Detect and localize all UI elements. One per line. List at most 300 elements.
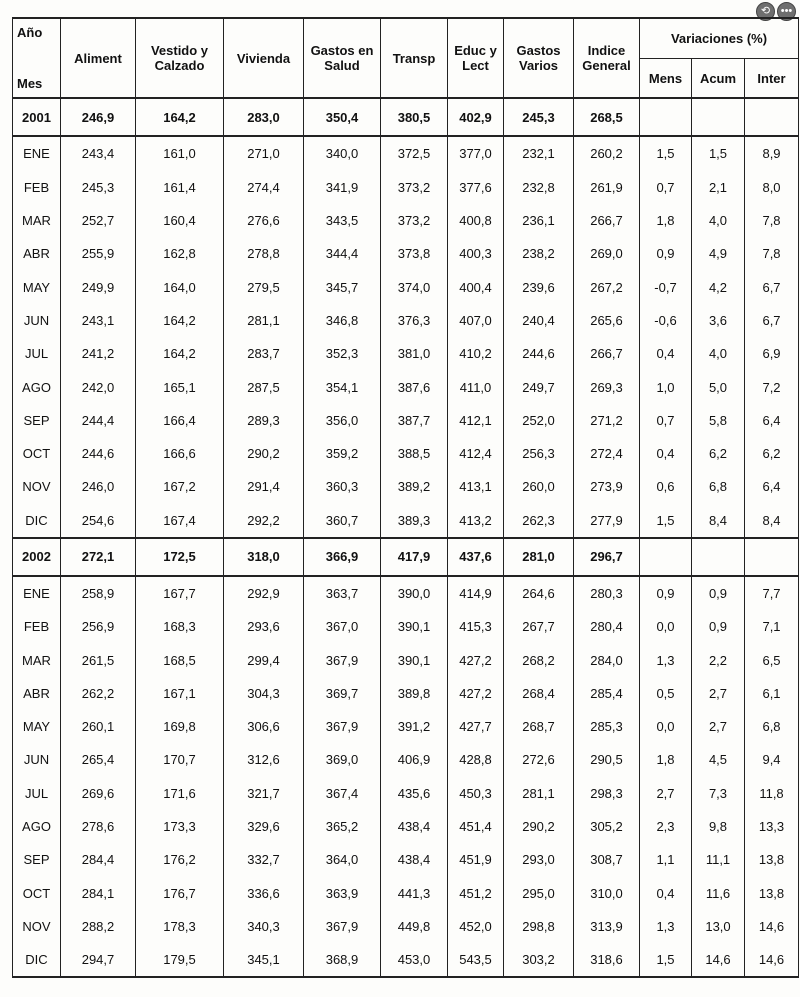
- value-cell: 173,3: [136, 810, 224, 843]
- value-cell: 427,2: [448, 677, 504, 710]
- year-cell: 2002: [13, 538, 61, 576]
- value-cell: 318,6: [574, 943, 640, 977]
- variation-cell: 1,1: [640, 843, 692, 876]
- value-cell: 290,5: [574, 743, 640, 776]
- header-vivienda: Vivienda: [224, 18, 304, 98]
- value-cell: 272,4: [574, 437, 640, 470]
- header-educ: Educ y Lect: [448, 18, 504, 98]
- value-cell: 161,4: [136, 171, 224, 204]
- value-cell: 284,1: [61, 877, 136, 910]
- value-cell: 256,9: [61, 610, 136, 643]
- value-cell: 243,4: [61, 136, 136, 170]
- value-cell: 255,9: [61, 237, 136, 270]
- value-cell: 298,8: [504, 910, 574, 943]
- month-cell: ENE: [13, 136, 61, 170]
- table-row: [13, 710, 799, 743]
- value-cell: 336,6: [224, 877, 304, 910]
- year-total-cell: 366,9: [304, 538, 381, 576]
- value-cell: 267,2: [574, 270, 640, 303]
- value-cell: 410,2: [448, 337, 504, 370]
- value-cell: 289,3: [224, 404, 304, 437]
- value-cell: 171,6: [136, 777, 224, 810]
- variation-cell: 0,5: [640, 677, 692, 710]
- value-cell: 169,8: [136, 710, 224, 743]
- value-cell: 260,1: [61, 710, 136, 743]
- value-cell: 303,2: [504, 943, 574, 977]
- value-cell: 390,0: [381, 576, 448, 610]
- value-cell: 367,0: [304, 610, 381, 643]
- variation-cell: 14,6: [692, 943, 745, 977]
- variation-cell: 0,9: [692, 576, 745, 610]
- value-cell: 167,2: [136, 470, 224, 503]
- month-cell: SEP: [13, 404, 61, 437]
- price-index-table: [12, 17, 799, 978]
- variation-cell: 6,1: [745, 677, 799, 710]
- value-cell: 363,7: [304, 576, 381, 610]
- variation-cell: 4,0: [692, 337, 745, 370]
- value-cell: 242,0: [61, 370, 136, 403]
- value-cell: 376,3: [381, 304, 448, 337]
- value-cell: 411,0: [448, 370, 504, 403]
- value-cell: 332,7: [224, 843, 304, 876]
- value-cell: 284,0: [574, 643, 640, 676]
- value-cell: 414,9: [448, 576, 504, 610]
- value-cell: 254,6: [61, 504, 136, 538]
- value-cell: 160,4: [136, 204, 224, 237]
- value-cell: 390,1: [381, 610, 448, 643]
- value-cell: 268,7: [504, 710, 574, 743]
- header-vestido: Vestido y Calzado: [136, 18, 224, 98]
- header-mens: Mens: [640, 58, 692, 98]
- value-cell: 280,3: [574, 576, 640, 610]
- month-cell: FEB: [13, 171, 61, 204]
- variation-cell: 13,0: [692, 910, 745, 943]
- month-cell: MAY: [13, 270, 61, 303]
- value-cell: 452,0: [448, 910, 504, 943]
- variation-cell: 6,8: [692, 470, 745, 503]
- value-cell: 277,9: [574, 504, 640, 538]
- year-total-cell: 402,9: [448, 98, 504, 136]
- variation-cell: 0,4: [640, 437, 692, 470]
- value-cell: 265,6: [574, 304, 640, 337]
- table-row: [13, 370, 799, 403]
- value-cell: 427,2: [448, 643, 504, 676]
- value-cell: 373,8: [381, 237, 448, 270]
- header-varios: Gastos Varios: [504, 18, 574, 98]
- variation-cell: 0,4: [640, 877, 692, 910]
- value-cell: 266,7: [574, 337, 640, 370]
- value-cell: 304,3: [224, 677, 304, 710]
- value-cell: 239,6: [504, 270, 574, 303]
- variation-cell: 6,4: [745, 404, 799, 437]
- value-cell: 387,6: [381, 370, 448, 403]
- table-row: [13, 576, 799, 610]
- value-cell: 407,0: [448, 304, 504, 337]
- value-cell: 356,0: [304, 404, 381, 437]
- value-cell: 451,4: [448, 810, 504, 843]
- value-cell: 249,7: [504, 370, 574, 403]
- value-cell: 451,9: [448, 843, 504, 876]
- value-cell: 377,6: [448, 171, 504, 204]
- value-cell: 412,1: [448, 404, 504, 437]
- table-row: [13, 270, 799, 303]
- value-cell: 261,9: [574, 171, 640, 204]
- variation-cell: 4,2: [692, 270, 745, 303]
- header-acum: Acum: [692, 58, 745, 98]
- month-cell: DIC: [13, 504, 61, 538]
- value-cell: 406,9: [381, 743, 448, 776]
- value-cell: 389,8: [381, 677, 448, 710]
- value-cell: 283,7: [224, 337, 304, 370]
- value-cell: 244,4: [61, 404, 136, 437]
- variation-cell: 7,8: [745, 237, 799, 270]
- year-total-cell: 380,5: [381, 98, 448, 136]
- value-cell: 261,5: [61, 643, 136, 676]
- value-cell: 345,1: [224, 943, 304, 977]
- value-cell: 381,0: [381, 337, 448, 370]
- value-cell: 413,2: [448, 504, 504, 538]
- year-total-cell: 281,0: [504, 538, 574, 576]
- year-variation-empty-cell: [745, 538, 799, 576]
- variation-cell: 1,0: [640, 370, 692, 403]
- value-cell: 293,6: [224, 610, 304, 643]
- variation-cell: 13,8: [745, 843, 799, 876]
- value-cell: 391,2: [381, 710, 448, 743]
- value-cell: 167,7: [136, 576, 224, 610]
- variation-cell: 0,9: [692, 610, 745, 643]
- variation-cell: 11,6: [692, 877, 745, 910]
- variation-cell: 7,7: [745, 576, 799, 610]
- variation-cell: 6,2: [692, 437, 745, 470]
- month-cell: ABR: [13, 237, 61, 270]
- year-total-cell: 246,9: [61, 98, 136, 136]
- variation-cell: 4,9: [692, 237, 745, 270]
- value-cell: 543,5: [448, 943, 504, 977]
- value-cell: 298,3: [574, 777, 640, 810]
- value-cell: 305,2: [574, 810, 640, 843]
- month-cell: OCT: [13, 877, 61, 910]
- variation-cell: -0,6: [640, 304, 692, 337]
- variation-cell: 11,8: [745, 777, 799, 810]
- value-cell: 274,4: [224, 171, 304, 204]
- table-row: [13, 171, 799, 204]
- value-cell: 269,3: [574, 370, 640, 403]
- table-row: [13, 237, 799, 270]
- value-cell: 278,8: [224, 237, 304, 270]
- value-cell: 268,4: [504, 677, 574, 710]
- table-row: [13, 810, 799, 843]
- value-cell: 438,4: [381, 810, 448, 843]
- month-cell: AGO: [13, 370, 61, 403]
- value-cell: 292,2: [224, 504, 304, 538]
- variation-cell: 0,9: [640, 237, 692, 270]
- month-cell: MAR: [13, 204, 61, 237]
- value-cell: 241,2: [61, 337, 136, 370]
- value-cell: 271,0: [224, 136, 304, 170]
- header-anio: Año: [13, 18, 61, 58]
- value-cell: 363,9: [304, 877, 381, 910]
- value-cell: 269,6: [61, 777, 136, 810]
- variation-cell: 7,3: [692, 777, 745, 810]
- value-cell: 240,4: [504, 304, 574, 337]
- value-cell: 428,8: [448, 743, 504, 776]
- value-cell: 271,2: [574, 404, 640, 437]
- value-cell: 168,3: [136, 610, 224, 643]
- value-cell: 243,1: [61, 304, 136, 337]
- month-cell: AGO: [13, 810, 61, 843]
- year-total-cell: 245,3: [504, 98, 574, 136]
- value-cell: 369,0: [304, 743, 381, 776]
- value-cell: 285,3: [574, 710, 640, 743]
- value-cell: 264,6: [504, 576, 574, 610]
- header-aliment: Aliment: [61, 18, 136, 98]
- value-cell: 246,0: [61, 470, 136, 503]
- value-cell: 293,0: [504, 843, 574, 876]
- value-cell: 285,4: [574, 677, 640, 710]
- header-variaciones: Variaciones (%): [640, 18, 799, 58]
- year-total-cell: 172,5: [136, 538, 224, 576]
- variation-cell: 2,7: [640, 777, 692, 810]
- value-cell: 179,5: [136, 943, 224, 977]
- value-cell: 252,7: [61, 204, 136, 237]
- month-cell: NOV: [13, 910, 61, 943]
- value-cell: 299,4: [224, 643, 304, 676]
- value-cell: 367,9: [304, 910, 381, 943]
- value-cell: 162,8: [136, 237, 224, 270]
- variation-cell: 14,6: [745, 910, 799, 943]
- variation-cell: 2,1: [692, 171, 745, 204]
- value-cell: 245,3: [61, 171, 136, 204]
- value-cell: 268,2: [504, 643, 574, 676]
- table-row: [13, 136, 799, 170]
- variation-cell: 6,8: [745, 710, 799, 743]
- month-cell: MAY: [13, 710, 61, 743]
- variation-cell: 8,9: [745, 136, 799, 170]
- month-cell: NOV: [13, 470, 61, 503]
- value-cell: 278,6: [61, 810, 136, 843]
- value-cell: 377,0: [448, 136, 504, 170]
- value-cell: 266,7: [574, 204, 640, 237]
- value-cell: 367,9: [304, 643, 381, 676]
- variation-cell: 8,0: [745, 171, 799, 204]
- value-cell: 161,0: [136, 136, 224, 170]
- variation-cell: 13,8: [745, 877, 799, 910]
- variation-cell: 6,2: [745, 437, 799, 470]
- variation-cell: 0,6: [640, 470, 692, 503]
- table-row: [13, 470, 799, 503]
- value-cell: 343,5: [304, 204, 381, 237]
- table-row: [13, 943, 799, 977]
- month-cell: ENE: [13, 576, 61, 610]
- table-row: [13, 910, 799, 943]
- variation-cell: 9,8: [692, 810, 745, 843]
- value-cell: 165,1: [136, 370, 224, 403]
- value-cell: 272,6: [504, 743, 574, 776]
- value-cell: 345,7: [304, 270, 381, 303]
- value-cell: 281,1: [504, 777, 574, 810]
- table-row: [13, 877, 799, 910]
- variation-cell: 2,3: [640, 810, 692, 843]
- value-cell: 367,4: [304, 777, 381, 810]
- value-cell: 290,2: [224, 437, 304, 470]
- variation-cell: 2,2: [692, 643, 745, 676]
- value-cell: 232,1: [504, 136, 574, 170]
- value-cell: 341,9: [304, 171, 381, 204]
- header-inter: Inter: [745, 58, 799, 98]
- header-transp: Transp: [381, 18, 448, 98]
- year-variation-empty-cell: [692, 98, 745, 136]
- variation-cell: 6,4: [745, 470, 799, 503]
- year-total-cell: 268,5: [574, 98, 640, 136]
- value-cell: 344,4: [304, 237, 381, 270]
- value-cell: 167,4: [136, 504, 224, 538]
- month-cell: FEB: [13, 610, 61, 643]
- value-cell: 176,2: [136, 843, 224, 876]
- month-cell: JUL: [13, 777, 61, 810]
- table-row: [13, 404, 799, 437]
- variation-cell: 5,0: [692, 370, 745, 403]
- table-row: [13, 777, 799, 810]
- value-cell: 256,3: [504, 437, 574, 470]
- year-cell: 2001: [13, 98, 61, 136]
- value-cell: 360,7: [304, 504, 381, 538]
- variation-cell: 1,3: [640, 643, 692, 676]
- value-cell: 413,1: [448, 470, 504, 503]
- value-cell: 441,3: [381, 877, 448, 910]
- value-cell: 294,7: [61, 943, 136, 977]
- table-row: [13, 677, 799, 710]
- value-cell: 164,0: [136, 270, 224, 303]
- value-cell: 354,1: [304, 370, 381, 403]
- value-cell: 262,3: [504, 504, 574, 538]
- value-cell: 308,7: [574, 843, 640, 876]
- year-total-cell: 350,4: [304, 98, 381, 136]
- variation-cell: 0,0: [640, 610, 692, 643]
- header-mes: Mes: [13, 58, 61, 98]
- value-cell: 280,4: [574, 610, 640, 643]
- value-cell: 284,4: [61, 843, 136, 876]
- variation-cell: 1,8: [640, 204, 692, 237]
- value-cell: 415,3: [448, 610, 504, 643]
- value-cell: 168,5: [136, 643, 224, 676]
- value-cell: 170,7: [136, 743, 224, 776]
- year-total-cell: 296,7: [574, 538, 640, 576]
- year-total-cell: 272,1: [61, 538, 136, 576]
- variation-cell: 14,6: [745, 943, 799, 977]
- value-cell: 167,1: [136, 677, 224, 710]
- value-cell: 164,2: [136, 304, 224, 337]
- month-cell: SEP: [13, 843, 61, 876]
- value-cell: 374,0: [381, 270, 448, 303]
- header-indice: Indice General: [574, 18, 640, 98]
- value-cell: 260,0: [504, 470, 574, 503]
- variation-cell: 1,3: [640, 910, 692, 943]
- variation-cell: 6,7: [745, 270, 799, 303]
- value-cell: 265,4: [61, 743, 136, 776]
- value-cell: 368,9: [304, 943, 381, 977]
- variation-cell: 6,5: [745, 643, 799, 676]
- more-icon[interactable]: •••: [777, 2, 796, 21]
- value-cell: 306,6: [224, 710, 304, 743]
- month-cell: MAR: [13, 643, 61, 676]
- table-row: [13, 437, 799, 470]
- value-cell: 453,0: [381, 943, 448, 977]
- value-cell: 310,0: [574, 877, 640, 910]
- value-cell: 450,3: [448, 777, 504, 810]
- value-cell: 313,9: [574, 910, 640, 943]
- table-row: [13, 610, 799, 643]
- value-cell: 164,2: [136, 337, 224, 370]
- value-cell: 451,2: [448, 877, 504, 910]
- value-cell: 252,0: [504, 404, 574, 437]
- value-cell: 262,2: [61, 677, 136, 710]
- value-cell: 365,2: [304, 810, 381, 843]
- value-cell: 359,2: [304, 437, 381, 470]
- value-cell: 312,6: [224, 743, 304, 776]
- variation-cell: 6,9: [745, 337, 799, 370]
- value-cell: 400,3: [448, 237, 504, 270]
- value-cell: 281,1: [224, 304, 304, 337]
- table-row: [13, 304, 799, 337]
- year-summary-row: [13, 98, 799, 136]
- rotate-icon[interactable]: ⟲: [756, 2, 775, 21]
- table-row: [13, 743, 799, 776]
- value-cell: 373,2: [381, 204, 448, 237]
- value-cell: 412,4: [448, 437, 504, 470]
- value-cell: 390,1: [381, 643, 448, 676]
- variation-cell: 0,9: [640, 576, 692, 610]
- variation-cell: 8,4: [745, 504, 799, 538]
- value-cell: 166,4: [136, 404, 224, 437]
- value-cell: 321,7: [224, 777, 304, 810]
- value-cell: 364,0: [304, 843, 381, 876]
- variation-cell: 1,5: [640, 943, 692, 977]
- value-cell: 372,5: [381, 136, 448, 170]
- value-cell: 287,5: [224, 370, 304, 403]
- variation-cell: 2,7: [692, 677, 745, 710]
- value-cell: 258,9: [61, 576, 136, 610]
- value-cell: 178,3: [136, 910, 224, 943]
- value-cell: 291,4: [224, 470, 304, 503]
- value-cell: 340,0: [304, 136, 381, 170]
- variation-cell: 1,5: [640, 136, 692, 170]
- variation-cell: 7,2: [745, 370, 799, 403]
- variation-cell: 1,8: [640, 743, 692, 776]
- value-cell: 244,6: [61, 437, 136, 470]
- value-cell: 238,2: [504, 237, 574, 270]
- variation-cell: 4,5: [692, 743, 745, 776]
- value-cell: 367,9: [304, 710, 381, 743]
- month-cell: JUN: [13, 743, 61, 776]
- month-cell: JUN: [13, 304, 61, 337]
- variation-cell: 0,7: [640, 171, 692, 204]
- value-cell: 427,7: [448, 710, 504, 743]
- header-salud: Gastos en Salud: [304, 18, 381, 98]
- value-cell: 279,5: [224, 270, 304, 303]
- table-row: [13, 337, 799, 370]
- variation-cell: 1,5: [640, 504, 692, 538]
- year-total-cell: 283,0: [224, 98, 304, 136]
- value-cell: 244,6: [504, 337, 574, 370]
- variation-cell: 7,8: [745, 204, 799, 237]
- year-variation-empty-cell: [692, 538, 745, 576]
- value-cell: 269,0: [574, 237, 640, 270]
- value-cell: 346,8: [304, 304, 381, 337]
- year-total-cell: 164,2: [136, 98, 224, 136]
- variation-cell: 4,0: [692, 204, 745, 237]
- table-row: [13, 843, 799, 876]
- value-cell: 438,4: [381, 843, 448, 876]
